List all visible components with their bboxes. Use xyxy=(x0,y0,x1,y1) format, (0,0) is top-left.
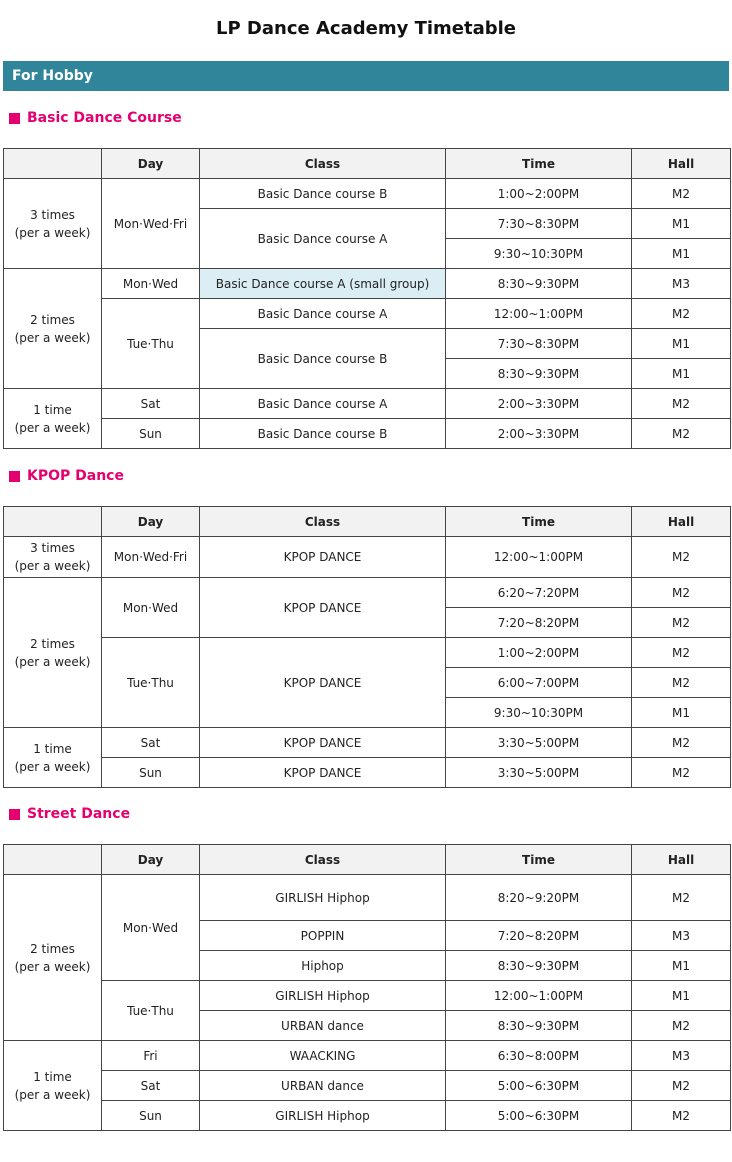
time-cell: 8:30~9:30PM xyxy=(446,951,632,981)
header-class: Class xyxy=(200,845,446,875)
header-day: Day xyxy=(102,507,200,537)
day-cell: Sat xyxy=(102,728,200,758)
hall-cell: M2 xyxy=(632,1011,731,1041)
table-row xyxy=(4,1041,731,1071)
table-row xyxy=(4,1071,731,1101)
hall-cell: M2 xyxy=(632,389,731,419)
table-row xyxy=(4,419,731,449)
table-row xyxy=(4,299,731,329)
section-heading-label: KPOP Dance xyxy=(27,468,124,484)
hall-cell: M2 xyxy=(632,638,731,668)
class-cell: Hiphop xyxy=(200,951,446,981)
day-cell: Mon·Wed·Fri xyxy=(102,179,200,269)
day-cell: Mon·Wed·Fri xyxy=(102,537,200,578)
hall-cell: M2 xyxy=(632,1071,731,1101)
header-row xyxy=(4,149,731,179)
hall-cell: M1 xyxy=(632,239,731,269)
time-cell: 1:00~2:00PM xyxy=(446,638,632,668)
hall-cell: M2 xyxy=(632,668,731,698)
table-row xyxy=(4,981,731,1011)
day-cell: Fri xyxy=(102,1041,200,1071)
hall-cell: M1 xyxy=(632,209,731,239)
frequency-cell: 3 times (per a week) xyxy=(4,179,102,269)
frequency-cell: 1 time (per a week) xyxy=(4,1041,102,1131)
day-cell: Tue·Thu xyxy=(102,638,200,728)
table-row xyxy=(4,875,731,921)
frequency-cell: 1 time (per a week) xyxy=(4,728,102,788)
table-row xyxy=(4,728,731,758)
header-blank xyxy=(4,149,102,179)
day-cell: Sun xyxy=(102,758,200,788)
class-cell: GIRLISH Hiphop xyxy=(200,1101,446,1131)
hall-cell: M2 xyxy=(632,758,731,788)
day-cell: Tue·Thu xyxy=(102,299,200,389)
day-cell: Sat xyxy=(102,1071,200,1101)
hall-cell: M2 xyxy=(632,728,731,758)
time-cell: 7:20~8:20PM xyxy=(446,921,632,951)
hall-cell: M1 xyxy=(632,951,731,981)
frequency-cell: 2 times (per a week) xyxy=(4,578,102,728)
table-row xyxy=(4,638,731,668)
time-cell: 8:30~9:30PM xyxy=(446,269,632,299)
hall-cell: M1 xyxy=(632,359,731,389)
header-hall: Hall xyxy=(632,507,731,537)
header-hall: Hall xyxy=(632,845,731,875)
square-bullet-icon xyxy=(9,809,20,820)
time-cell: 6:30~8:00PM xyxy=(446,1041,632,1071)
header-time: Time xyxy=(446,845,632,875)
class-cell: Basic Dance course B xyxy=(200,419,446,449)
basic-dance-timetable xyxy=(3,148,731,449)
day-cell: Sat xyxy=(102,389,200,419)
hall-cell: M3 xyxy=(632,269,731,299)
time-cell: 7:20~8:20PM xyxy=(446,608,632,638)
header-time: Time xyxy=(446,149,632,179)
class-cell: GIRLISH Hiphop xyxy=(200,875,446,921)
section-heading-kpop xyxy=(9,468,124,484)
day-cell: Mon·Wed xyxy=(102,875,200,981)
hall-cell: M2 xyxy=(632,299,731,329)
class-cell: GIRLISH Hiphop xyxy=(200,981,446,1011)
header-day: Day xyxy=(102,149,200,179)
class-cell: KPOP DANCE xyxy=(200,728,446,758)
time-cell: 8:20~9:20PM xyxy=(446,875,632,921)
table-row xyxy=(4,578,731,608)
day-cell: Sun xyxy=(102,419,200,449)
hall-cell: M3 xyxy=(632,921,731,951)
hall-cell: M2 xyxy=(632,537,731,578)
time-cell: 6:00~7:00PM xyxy=(446,668,632,698)
header-day: Day xyxy=(102,845,200,875)
class-cell: Basic Dance course A xyxy=(200,299,446,329)
frequency-cell: 3 times (per a week) xyxy=(4,537,102,578)
class-cell: URBAN dance xyxy=(200,1071,446,1101)
class-cell: KPOP DANCE xyxy=(200,537,446,578)
time-cell: 2:00~3:30PM xyxy=(446,389,632,419)
class-cell: KPOP DANCE xyxy=(200,638,446,728)
hall-cell: M1 xyxy=(632,981,731,1011)
header-hall: Hall xyxy=(632,149,731,179)
time-cell: 12:00~1:00PM xyxy=(446,537,632,578)
table-row xyxy=(4,758,731,788)
hall-cell: M2 xyxy=(632,875,731,921)
table-row xyxy=(4,389,731,419)
class-cell: Basic Dance course B xyxy=(200,329,446,389)
hall-cell: M2 xyxy=(632,419,731,449)
frequency-cell: 1 time (per a week) xyxy=(4,389,102,449)
frequency-cell: 2 times (per a week) xyxy=(4,269,102,389)
class-cell: Basic Dance course A xyxy=(200,389,446,419)
time-cell: 7:30~8:30PM xyxy=(446,209,632,239)
section-heading-label: Street Dance xyxy=(27,806,131,822)
time-cell: 2:00~3:30PM xyxy=(446,419,632,449)
hall-cell: M2 xyxy=(632,608,731,638)
time-cell: 1:00~2:00PM xyxy=(446,179,632,209)
time-cell: 7:30~8:30PM xyxy=(446,329,632,359)
class-cell: URBAN dance xyxy=(200,1011,446,1041)
time-cell: 9:30~10:30PM xyxy=(446,698,632,728)
street-dance-timetable xyxy=(3,844,731,1131)
time-cell: 8:30~9:30PM xyxy=(446,1011,632,1041)
category-band: For Hobby xyxy=(3,61,729,91)
page-title: LP Dance Academy Timetable xyxy=(216,18,516,39)
time-cell: 5:00~6:30PM xyxy=(446,1101,632,1131)
header-time: Time xyxy=(446,507,632,537)
class-cell: Basic Dance course A (small group) xyxy=(200,269,446,299)
section-heading-label: Basic Dance Course xyxy=(27,110,182,126)
header-blank xyxy=(4,845,102,875)
section-heading-basic xyxy=(9,110,182,126)
class-cell: POPPIN xyxy=(200,921,446,951)
class-cell: KPOP DANCE xyxy=(200,578,446,638)
frequency-cell: 2 times (per a week) xyxy=(4,875,102,1041)
day-cell: Mon·Wed xyxy=(102,269,200,299)
time-cell: 8:30~9:30PM xyxy=(446,359,632,389)
kpop-dance-timetable xyxy=(3,506,731,788)
class-cell: Basic Dance course B xyxy=(200,179,446,209)
hall-cell: M1 xyxy=(632,698,731,728)
table-row xyxy=(4,179,731,209)
time-cell: 3:30~5:00PM xyxy=(446,728,632,758)
header-class: Class xyxy=(200,507,446,537)
class-cell: WAACKING xyxy=(200,1041,446,1071)
day-cell: Tue·Thu xyxy=(102,981,200,1041)
square-bullet-icon xyxy=(9,471,20,482)
section-heading-street xyxy=(9,806,130,822)
class-cell: KPOP DANCE xyxy=(200,758,446,788)
day-cell: Sun xyxy=(102,1101,200,1131)
header-blank xyxy=(4,507,102,537)
hall-cell: M3 xyxy=(632,1041,731,1071)
time-cell: 6:20~7:20PM xyxy=(446,578,632,608)
time-cell: 3:30~5:00PM xyxy=(446,758,632,788)
header-row xyxy=(4,845,731,875)
class-cell: Basic Dance course A xyxy=(200,209,446,269)
header-class: Class xyxy=(200,149,446,179)
time-cell: 12:00~1:00PM xyxy=(446,299,632,329)
time-cell: 9:30~10:30PM xyxy=(446,239,632,269)
table-row xyxy=(4,1101,731,1131)
table-row xyxy=(4,269,731,299)
time-cell: 12:00~1:00PM xyxy=(446,981,632,1011)
hall-cell: M2 xyxy=(632,179,731,209)
hall-cell: M2 xyxy=(632,578,731,608)
header-row xyxy=(4,507,731,537)
table-row xyxy=(4,537,731,578)
hall-cell: M1 xyxy=(632,329,731,359)
hall-cell: M2 xyxy=(632,1101,731,1131)
square-bullet-icon xyxy=(9,113,20,124)
day-cell: Mon·Wed xyxy=(102,578,200,638)
time-cell: 5:00~6:30PM xyxy=(446,1071,632,1101)
